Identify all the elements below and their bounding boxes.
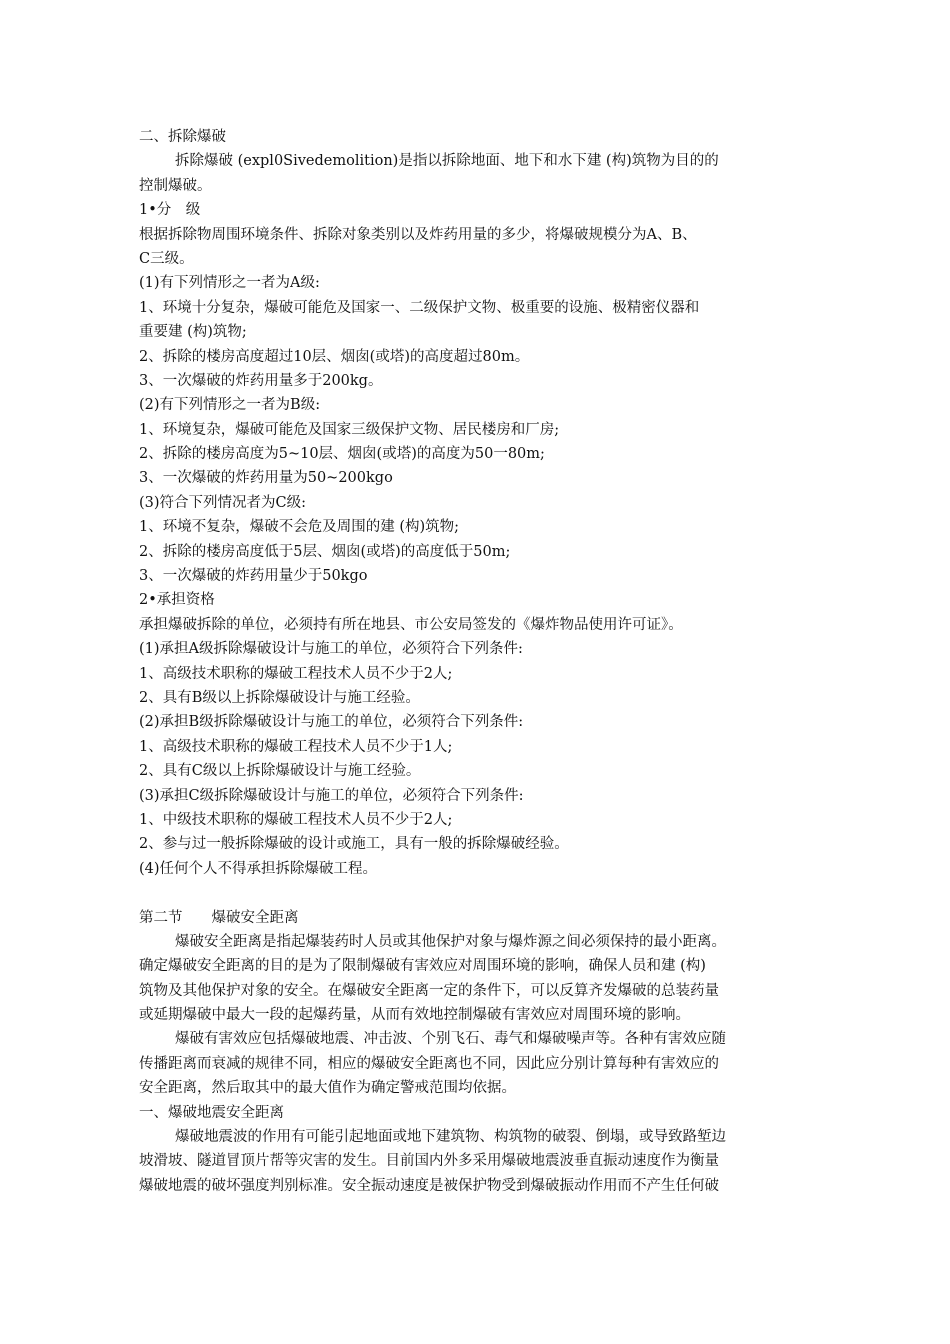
- text-line: (3)符合下列情况者为C级:: [139, 494, 307, 511]
- text-line: (1)承担A级拆除爆破设计与施工的单位，必须符合下列条件:: [139, 641, 523, 658]
- text-line: 2、参与过一般拆除爆破的设计或施工，具有一般的拆除爆破经验。: [139, 836, 569, 853]
- text-line: 爆破安全距离是指起爆装药时人员或其他保护对象与爆炸源之间必须保持的最小距离。: [175, 933, 726, 950]
- text-line: 拆除爆破 (expl0Sivedemolition)是指以拆除地面、地下和水下建 (构)筑物为目的的: [175, 153, 719, 170]
- text-line: (2)有下列情形之一者为B级:: [139, 397, 321, 414]
- text-line: 一、爆破地震安全距离: [139, 1104, 284, 1121]
- text-line: 爆破地震的破坏强度判别标准。安全振动速度是被保护物受到爆破振动作用而不产生任何破: [139, 1177, 719, 1194]
- text-line: 3、一次爆破的炸药用量为50~200kgo: [139, 470, 393, 487]
- text-line: 2、具有C级以上拆除爆破设计与施工经验。: [139, 763, 421, 780]
- text-line: 2、拆除的楼房高度低于5层、烟囱(或塔)的高度低于50m;: [139, 543, 511, 560]
- text-line: 二、拆除爆破: [139, 129, 226, 145]
- text-line: (1)有下列情形之一者为A级:: [139, 275, 320, 292]
- text-line: 2、拆除的楼房高度超过10层、烟囱(或塔)的高度超过80m。: [139, 348, 530, 365]
- text-line: 2、具有B级以上拆除爆破设计与施工经验。: [139, 689, 420, 706]
- text-line: 1、高级技术职称的爆破工程技术人员不少于2人;: [139, 665, 453, 682]
- text-line: 1、高级技术职称的爆破工程技术人员不少于1人;: [139, 738, 453, 755]
- text-line: 2、拆除的楼房高度为5~10层、烟囱(或塔)的高度为50一80m;: [139, 446, 545, 463]
- text-line: 爆破地震波的作用有可能引起地面或地下建筑物、构筑物的破裂、倒塌，或导致路堑边: [175, 1129, 726, 1146]
- text-line: 2•承担资格: [139, 592, 215, 609]
- document-body: [139, 125, 814, 1198]
- text-line: 1、环境复杂，爆破可能危及国家三级保护文物、居民楼房和厂房;: [139, 421, 560, 438]
- blank-line: [139, 881, 814, 905]
- text-line: 3、一次爆破的炸药用量多于200kg。: [139, 372, 383, 389]
- text-line: 重要建 (构)筑物;: [139, 324, 247, 341]
- text-line: 1、环境十分复杂，爆破可能危及国家一、二级保护文物、极重要的设施、极精密仪器和: [139, 299, 700, 316]
- text-line: 筑物及其他保护对象的安全。在爆破安全距离一定的条件下，可以反算齐发爆破的总装药量: [139, 982, 719, 999]
- text-line: 1、中级技术职称的爆破工程技术人员不少于2人;: [139, 811, 453, 828]
- text-line: 控制爆破。: [139, 177, 212, 194]
- text-line: 承担爆破拆除的单位，必须持有所在地县、市公安局签发的《爆炸物品使用许可证》。: [139, 616, 683, 633]
- text-line: 安全距离，然后取其中的最大值作为确定警戒范围均依据。: [139, 1080, 516, 1097]
- text-line: (3)承担C级拆除爆破设计与施工的单位，必须符合下列条件:: [139, 787, 524, 804]
- text-line: 3、一次爆破的炸药用量少于50kgo: [139, 568, 368, 585]
- text-line: 根据拆除物周围环境条件、拆除对象类别以及炸药用量的多少，将爆破规模分为A、B、: [139, 226, 697, 243]
- text-line: 1、环境不复杂，爆破不会危及周围的建 (构)筑物;: [139, 519, 460, 536]
- text-line: 1•分 级: [139, 202, 201, 219]
- text-line: 爆破有害效应包括爆破地震、冲击波、个别飞石、毒气和爆破噪声等。各种有害效应随: [175, 1031, 726, 1048]
- text-line: C三级。: [139, 250, 194, 267]
- text-line: (4)任何个人不得承担拆除爆破工程。: [139, 860, 378, 877]
- text-line: 坡滑坡、隧道冒顶片帮等灾害的发生。目前国内外多采用爆破地震波垂直振动速度作为衡量: [139, 1153, 719, 1170]
- text-line: 第二节 爆破安全距离: [139, 909, 299, 926]
- text-line: 传播距离而衰减的规律不同，相应的爆破安全距离也不同，因此应分别计算每种有害效应的: [139, 1055, 719, 1072]
- text-line: 或延期爆破中最大一段的起爆药量，从而有效地控制爆破有害效应对周围环境的影响。: [139, 1007, 690, 1024]
- text-line: 确定爆破安全距离的目的是为了限制爆破有害效应对周围环境的影响，确保人员和建 (构): [139, 958, 706, 975]
- text-line: (2)承担B级拆除爆破设计与施工的单位，必须符合下列条件:: [139, 714, 524, 731]
